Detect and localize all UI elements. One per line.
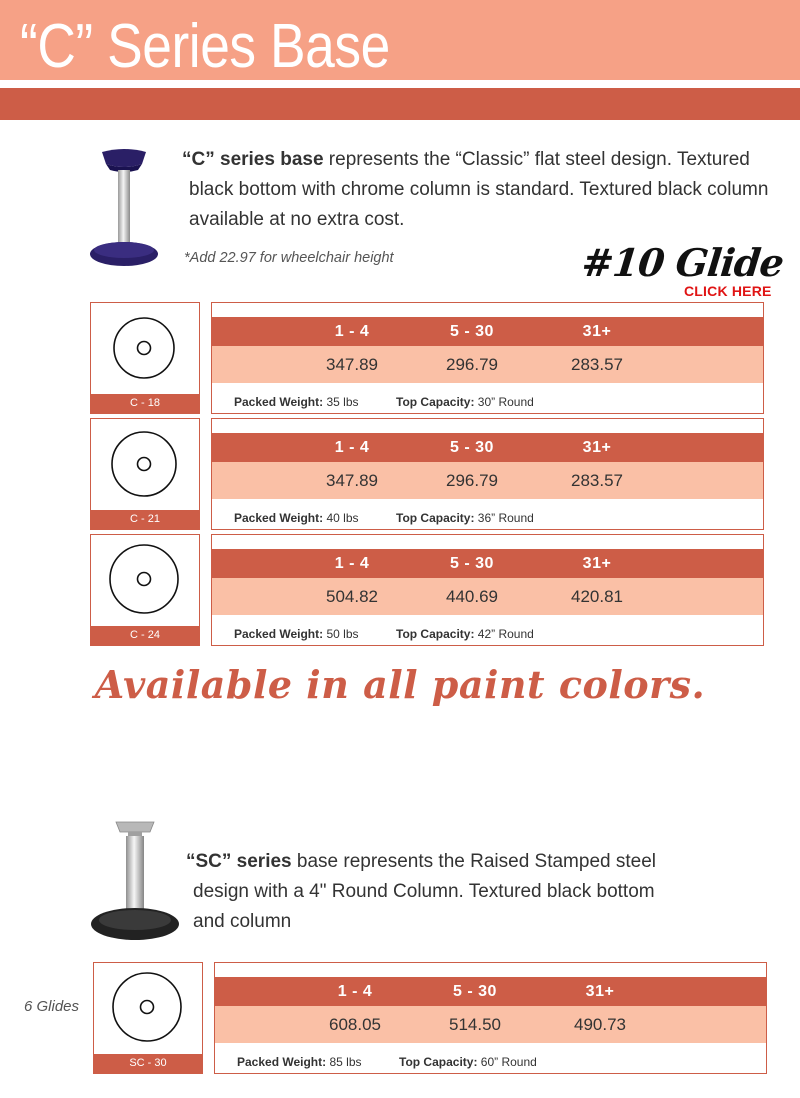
base-diagram [90, 302, 200, 414]
tier-label: 5 - 30 [450, 323, 494, 340]
top-capacity [396, 627, 534, 641]
packed-weight-label: Packed Weight: [234, 395, 324, 409]
specs-line [234, 511, 534, 525]
base-diagram [93, 962, 203, 1074]
top-capacity [396, 395, 534, 409]
column-hole [138, 342, 151, 355]
desc-line-1-rest: represents the “Classic” flat steel design. Textured [323, 149, 750, 170]
top-capacity-value: 42” Round [474, 627, 534, 641]
top-capacity-label: Top Capacity: [396, 627, 475, 641]
top-capacity-value: 36” Round [474, 511, 534, 525]
tier-label: 31+ [582, 323, 612, 340]
tier-label: 31+ [582, 555, 612, 572]
quantity-tier-row [212, 433, 763, 462]
top-capacity-value: 60” Round [477, 1055, 537, 1069]
base-outer-ring [113, 973, 181, 1041]
price-row [212, 578, 763, 615]
quantity-tier-row [212, 317, 763, 346]
price-value: 490.73 [574, 1015, 626, 1034]
top-capacity [399, 1055, 537, 1069]
price-value: 514.50 [449, 1015, 501, 1034]
packed-weight-value: 35 lbs [323, 395, 359, 409]
paint-colors-banner: Available in all paint colors. [94, 662, 706, 707]
price-panel [211, 534, 764, 646]
specs-line [234, 395, 534, 409]
page-title: “C” Series Base [20, 12, 390, 81]
desc-line-2: black bottom with chrome column is standard. Textured black column [189, 179, 769, 200]
sc-series-base-image [90, 818, 180, 942]
packed-weight [237, 1055, 362, 1069]
packed-weight [234, 395, 359, 409]
sc-desc-bold: “SC” series [186, 851, 292, 872]
price-value: 283.57 [571, 471, 623, 490]
base-outer-ring [112, 432, 176, 496]
sc-series-description [186, 847, 656, 937]
model-code: SC - 30 [94, 1054, 202, 1073]
tier-label: 1 - 4 [334, 323, 370, 340]
price-value: 608.05 [329, 1015, 381, 1034]
base-diagram [90, 418, 200, 530]
tier-label: 1 - 4 [334, 439, 370, 456]
base-ring-diagram [94, 963, 201, 1055]
top-capacity-label: Top Capacity: [396, 511, 475, 525]
base-ring-diagram [91, 303, 198, 395]
price-value: 440.69 [446, 587, 498, 606]
specs-line [234, 627, 534, 641]
price-value: 296.79 [446, 471, 498, 490]
sc-desc-line-1 [186, 847, 656, 877]
base-ring-diagram [91, 535, 198, 627]
wheelchair-note: *Add 22.97 for wheelchair height [184, 250, 394, 266]
c-series-description [182, 145, 768, 235]
base-outer-ring [110, 545, 178, 613]
price-row [212, 346, 763, 383]
tier-label: 1 - 4 [337, 983, 373, 1000]
packed-weight-value: 50 lbs [323, 627, 359, 641]
price-value: 296.79 [446, 355, 498, 374]
tier-label: 31+ [582, 439, 612, 456]
desc-line-1 [182, 145, 768, 175]
packed-weight-value: 40 lbs [323, 511, 359, 525]
top-capacity-label: Top Capacity: [396, 395, 475, 409]
base-outer-ring [114, 318, 174, 378]
price-value: 420.81 [571, 587, 623, 606]
packed-weight-label: Packed Weight: [237, 1055, 327, 1069]
price-value: 347.89 [326, 471, 378, 490]
top-capacity-value: 30” Round [474, 395, 534, 409]
price-row [215, 1006, 766, 1043]
sc-desc-line-2: design with a 4" Round Column. Textured black bottom [193, 881, 655, 902]
column-hole [141, 1001, 154, 1014]
model-code: C - 24 [91, 626, 199, 645]
quantity-tier-row [215, 977, 766, 1006]
tier-label: 5 - 30 [450, 555, 494, 572]
c-series-base-image [88, 144, 162, 270]
packed-weight-value: 85 lbs [326, 1055, 362, 1069]
click-here-link[interactable]: CLICK HERE [684, 283, 772, 299]
packed-weight-label: Packed Weight: [234, 627, 324, 641]
tier-label: 5 - 30 [450, 439, 494, 456]
packed-weight [234, 627, 359, 641]
top-capacity [396, 511, 534, 525]
desc-line-3: available at no extra cost. [189, 209, 405, 230]
header-bar [0, 88, 800, 120]
price-panel [214, 962, 767, 1074]
sc-desc-line-3: and column [193, 911, 292, 932]
glide-link[interactable] [579, 240, 786, 302]
sc-desc-line-1-rest: base represents the Raised Stamped steel [291, 851, 657, 872]
glides-note: 6 Glides [24, 998, 80, 1015]
tier-label: 5 - 30 [453, 983, 497, 1000]
packed-weight-label: Packed Weight: [234, 511, 324, 525]
tier-label: 1 - 4 [334, 555, 370, 572]
model-code: C - 18 [91, 394, 199, 413]
top-capacity-label: Top Capacity: [399, 1055, 478, 1069]
price-panel [211, 302, 764, 414]
base-ring-diagram [91, 419, 198, 511]
glide-title: #10 Glide [579, 240, 786, 285]
column-hole [138, 573, 151, 586]
model-code: C - 21 [91, 510, 199, 529]
specs-line [237, 1055, 537, 1069]
base-diagram [90, 534, 200, 646]
tier-label: 31+ [585, 983, 615, 1000]
packed-weight [234, 511, 359, 525]
column-hole [138, 458, 151, 471]
price-panel [211, 418, 764, 530]
price-value: 347.89 [326, 355, 378, 374]
desc-bold: “C” series base [182, 149, 324, 170]
price-value: 504.82 [326, 587, 378, 606]
price-row [212, 462, 763, 499]
price-value: 283.57 [571, 355, 623, 374]
quantity-tier-row [212, 549, 763, 578]
